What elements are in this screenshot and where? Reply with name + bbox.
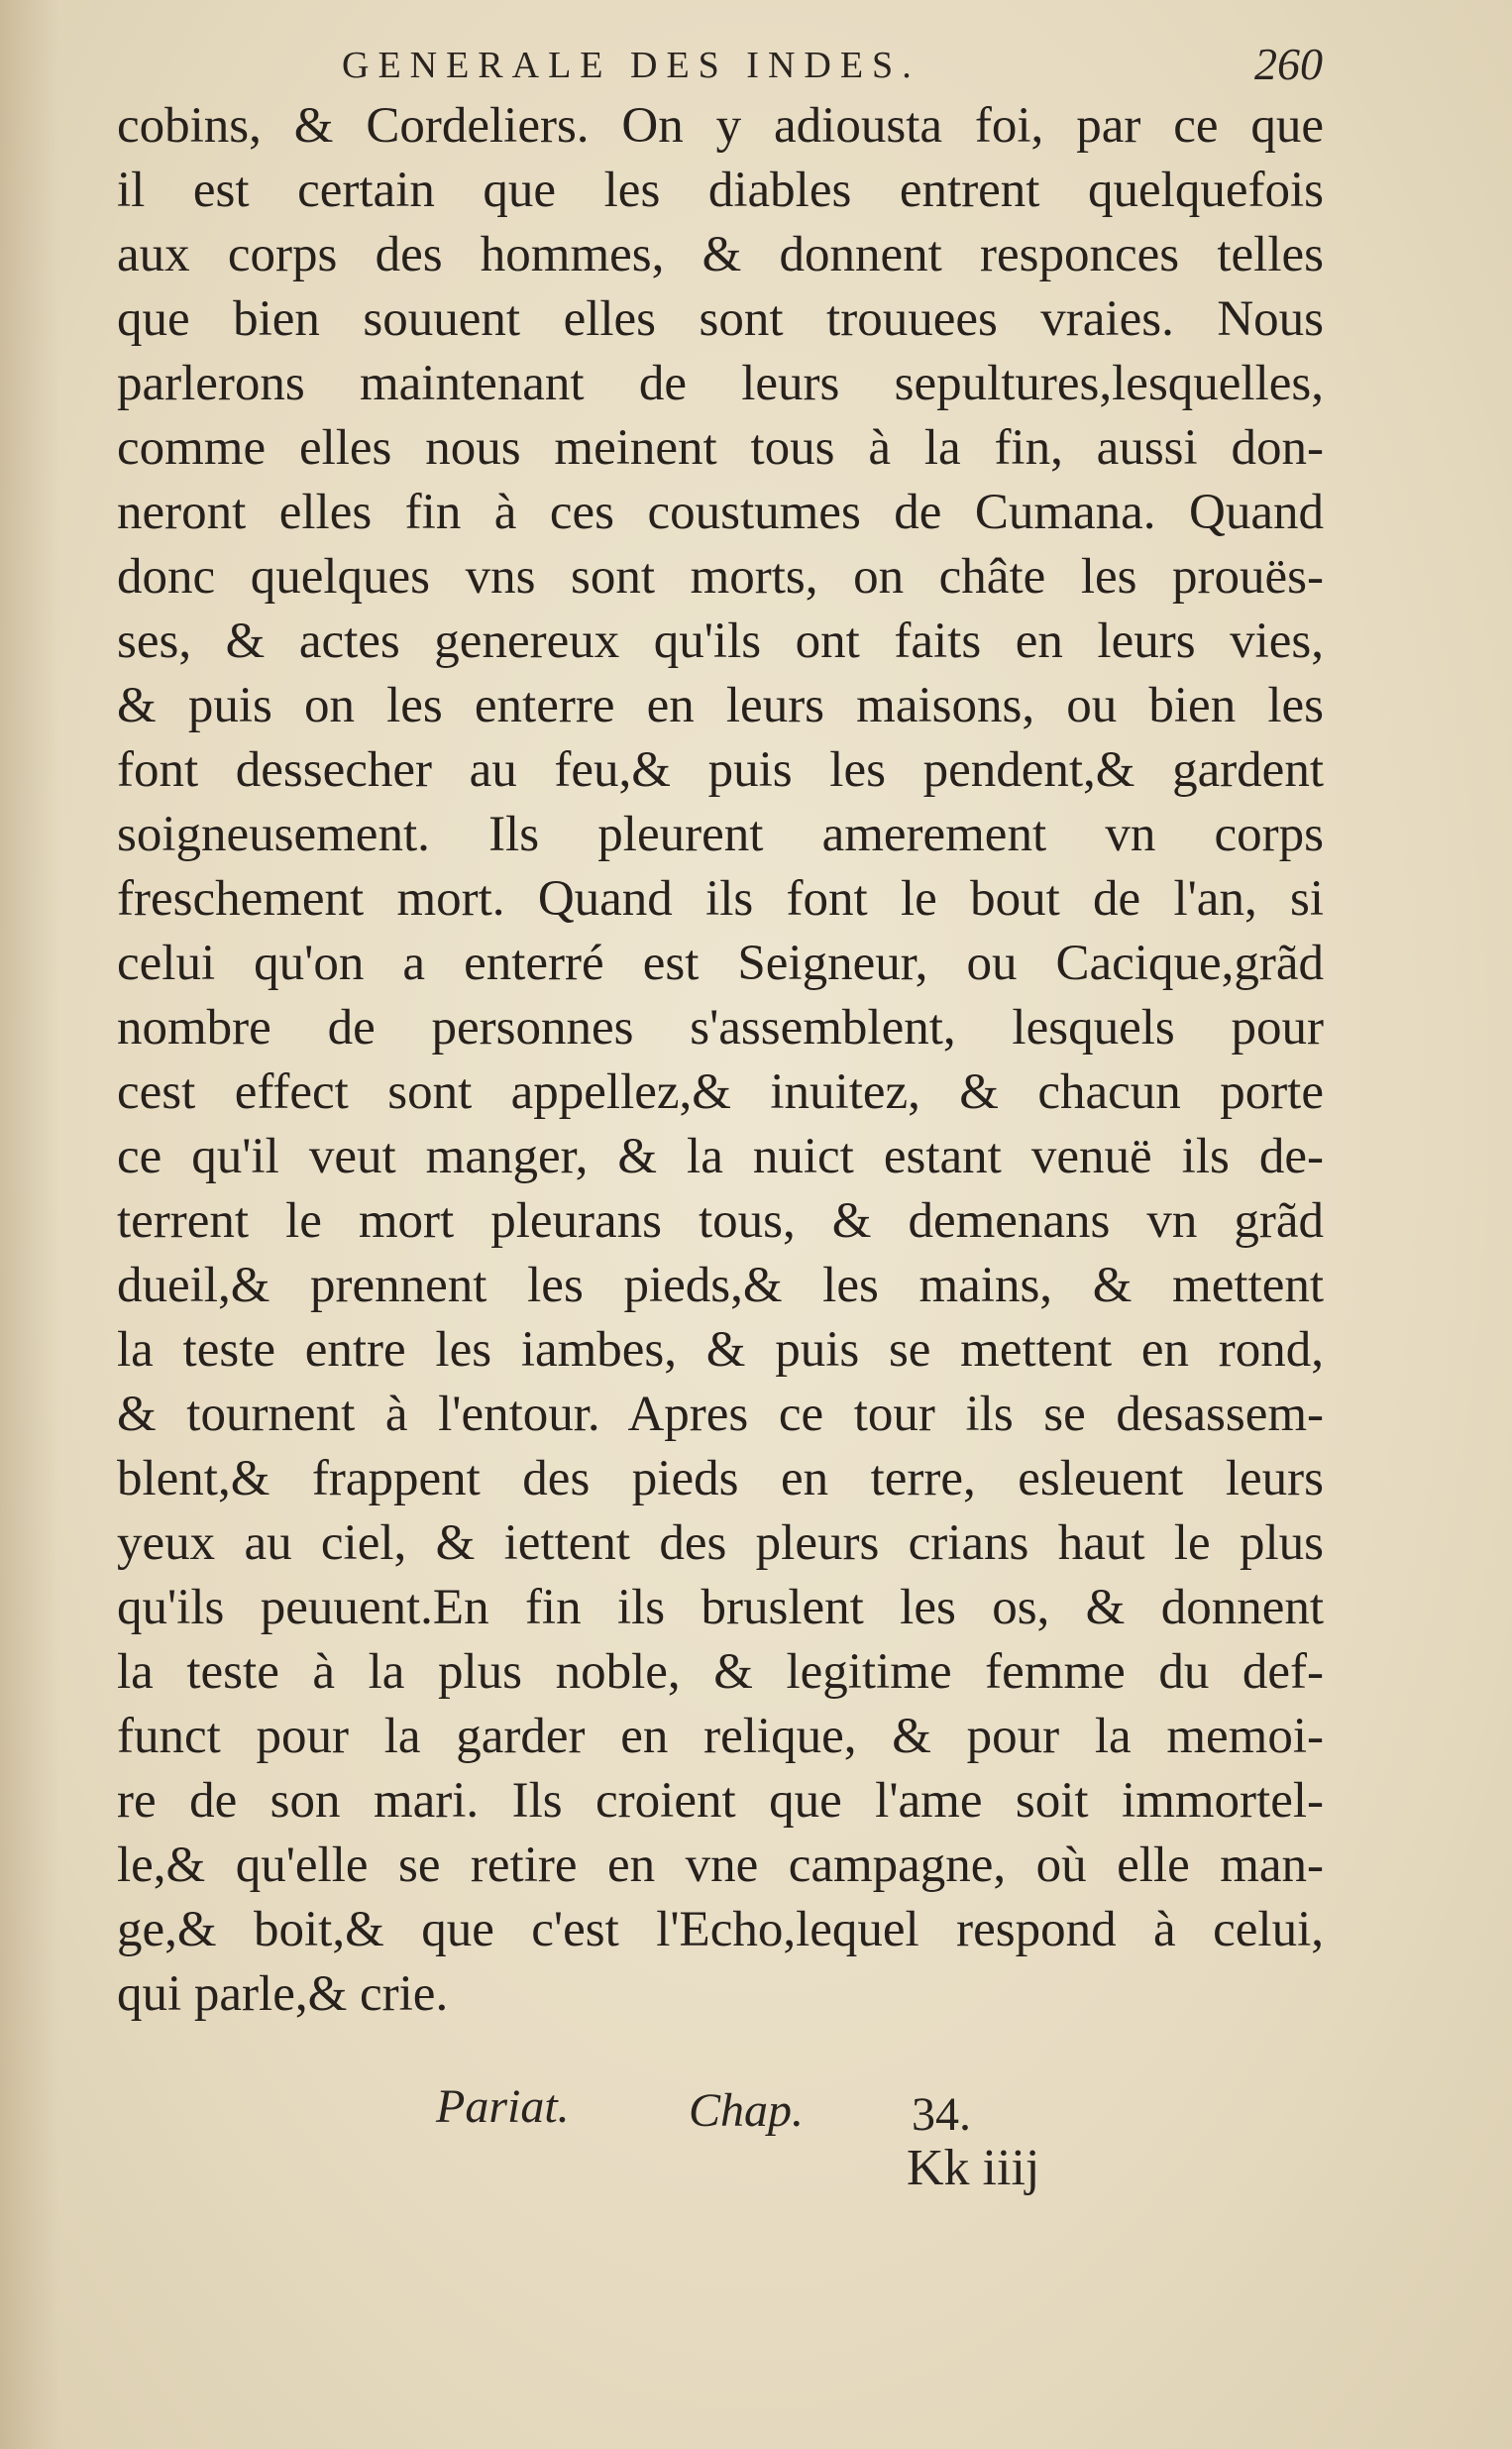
text-line: nombre de personnes s'assemblent, lesquels pour: [117, 1000, 1324, 1056]
text-line: ses, & actes genereux qu'ils ont faits en leurs vies,: [117, 613, 1324, 669]
text-line: blent,& frappent des pieds en terre, esleuent leurs: [117, 1451, 1324, 1506]
catchwords: [436, 2079, 1030, 2139]
catchword: Pariat.: [436, 2080, 570, 2133]
text-line: freschement mort. Quand ils font le bout de l'an, si: [117, 871, 1324, 927]
text-line: qui parle,& crie.: [117, 1966, 449, 2022]
text-line: cobins, & Cordeliers. On y adiousta foi, par ce que: [117, 98, 1324, 154]
text-line: il est certain que les diables entrent quelquefois: [117, 163, 1324, 218]
text-line: dueil,& prennent les pieds,& les mains, & mettent: [117, 1258, 1324, 1313]
text-line: donc quelques vns sont morts, on châte les prouës-: [117, 549, 1324, 605]
text-line: qu'ils peuuent.En fin ils bruslent les os, & donnent: [117, 1580, 1324, 1635]
text-line: cest effect sont appellez,& inuitez, & chacun porte: [117, 1064, 1324, 1120]
page-header: [342, 38, 1323, 97]
text-line: ge,& boit,& que c'est l'Echo,lequel respond à celui,: [117, 1902, 1324, 1957]
text-line: yeux au ciel, & iettent des pleurs crians haut le plus: [117, 1515, 1324, 1571]
text-line: neront elles fin à ces coustumes de Cumana. Quand: [117, 485, 1324, 540]
page-number: 260: [1254, 39, 1323, 89]
text-line: soigneusement. Ils pleurent amerement vn corps: [117, 807, 1324, 862]
text-line: parlerons maintenant de leurs sepultures,lesquelles,: [117, 356, 1324, 411]
text-line: la teste à la plus noble, & legitime femme du def-: [117, 1644, 1324, 1700]
text-line: ce qu'il veut manger, & la nuict estant venuë ils de-: [117, 1129, 1324, 1184]
running-title: GENERALE DES INDES.: [342, 45, 920, 86]
text-line: le,& qu'elle se retire en vne campagne, où elle man-: [117, 1837, 1324, 1893]
chapter-number: 34.: [912, 2088, 971, 2141]
text-line: re de son mari. Ils croient que l'ame soit immortel-: [117, 1773, 1324, 1829]
text-line: aux corps des hommes, & donnent responces telles: [117, 227, 1324, 282]
signature-mark: Kk iiij: [907, 2140, 1040, 2196]
text-line: & puis on les enterre en leurs maisons, ou bien les: [117, 678, 1324, 733]
text-line: font dessecher au feu,& puis les pendent,& gardent: [117, 742, 1324, 798]
text-line: & tournent à l'entour. Apres ce tour ils se desassem-: [117, 1387, 1324, 1442]
text-line: funct pour la garder en relique, & pour la memoi-: [117, 1709, 1324, 1764]
chapter-label: Chap.: [689, 2084, 805, 2137]
text-line: la teste entre les iambes, & puis se mettent en rond,: [117, 1322, 1324, 1378]
text-line: celui qu'on a enterré est Seigneur, ou Cacique,grãd: [117, 936, 1324, 991]
text-line: comme elles nous meinent tous à la fin, aussi don-: [117, 420, 1324, 476]
body-text: [117, 94, 1324, 2027]
text-line: terrent le mort pleurans tous, & demenans vn grãd: [117, 1193, 1324, 1249]
text-line: que bien souuent elles sont trouuees vraies. Nous: [117, 291, 1324, 347]
